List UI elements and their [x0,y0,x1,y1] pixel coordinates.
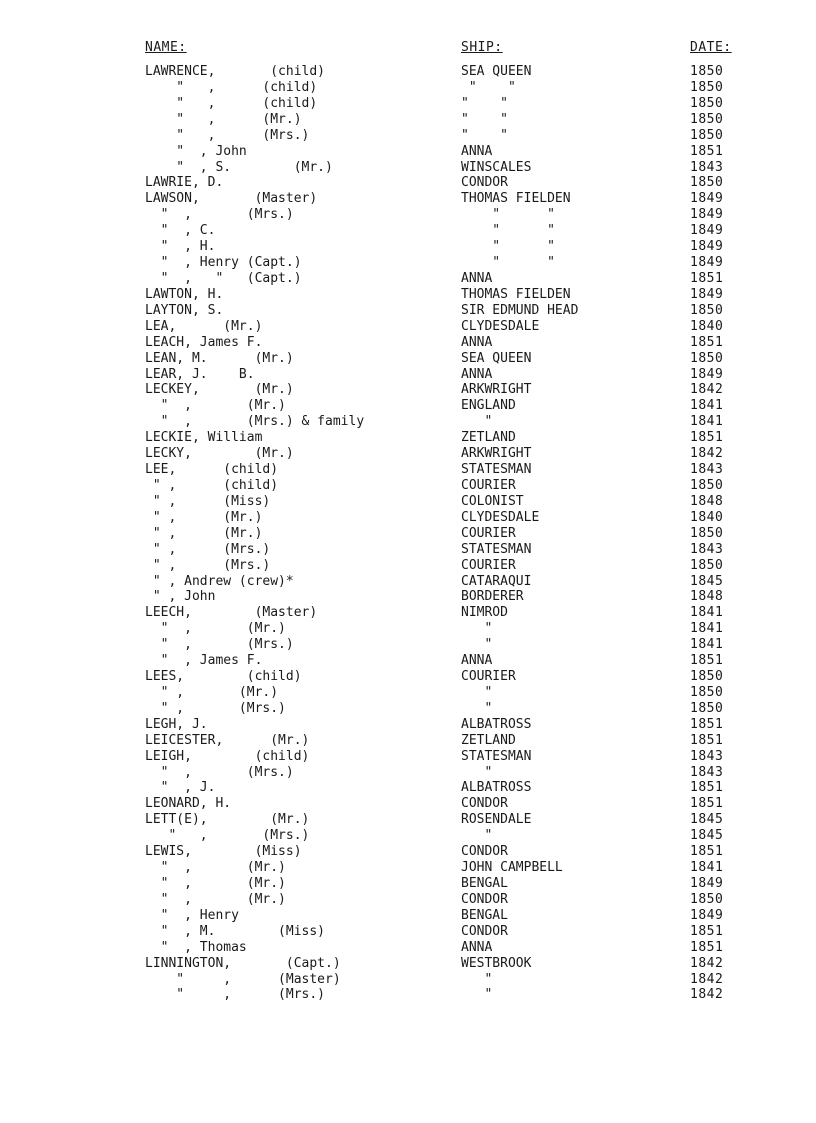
ship-cell: STATESMAN [461,462,532,478]
passenger-name-cell: " , James F. [145,653,263,669]
date-cell: 1843 [690,159,724,175]
table-row [0,924,816,940]
date-cell: 1849 [690,223,724,239]
header-date: DATE: [690,40,732,55]
date-cell: 1849 [690,876,724,892]
table-row [0,637,816,653]
date-cell: 1841 [690,637,724,653]
passenger-name-cell: " , Andrew (crew)* [145,573,294,589]
date-cell: 1850 [690,350,724,366]
date-cell: 1848 [690,493,724,509]
table-row [0,239,816,255]
table-row [0,367,816,383]
passenger-name-cell: " , John [145,143,247,159]
passenger-name-cell: " , (Miss) [145,493,271,509]
table-row [0,510,816,526]
table-row [0,956,816,972]
passenger-name-cell: LECKEY, (Mr.) [145,382,294,398]
ship-cell: SEA QUEEN [461,350,532,366]
table-row [0,351,816,367]
passenger-name-cell: " , (Mr.) [145,111,302,127]
date-cell: 1851 [690,143,724,159]
passenger-name-cell: LEAR, J. B. [145,366,255,382]
passenger-name-cell: " , M. (Miss) [145,923,326,939]
passenger-name-cell: " , J. [145,780,216,796]
date-cell: 1850 [690,477,724,493]
passenger-name-cell: " , (Mr.) [145,398,286,414]
date-cell: 1841 [690,605,724,621]
table-row [0,749,816,765]
date-cell: 1848 [690,589,724,605]
ship-cell: CONDOR [461,796,508,812]
ship-cell: " " [461,95,508,111]
passenger-name-cell: " , Henry [145,907,239,923]
date-cell: 1849 [690,366,724,382]
ship-cell: ZETLAND [461,430,516,446]
ship-cell: BENGAL [461,876,508,892]
date-cell: 1850 [690,111,724,127]
table-row [0,987,816,1003]
table-row [0,287,816,303]
passenger-name-cell: LEE, (child) [145,462,279,478]
table-row [0,319,816,335]
table-row [0,462,816,478]
date-cell: 1840 [690,318,724,334]
ship-cell: WESTBROOK [461,955,532,971]
ship-cell: COURIER [461,525,516,541]
passenger-name-cell: " , (Mrs.) & family [145,414,365,430]
table-row [0,382,816,398]
ship-cell: " [461,700,493,716]
table-row [0,542,816,558]
passenger-name-cell: " , (child) [145,79,318,95]
passenger-name-cell: " , (Mr.) [145,525,263,541]
ship-cell: " " [461,79,516,95]
ship-cell: SEA QUEEN [461,64,532,79]
ship-cell: " " [461,239,555,255]
date-cell: 1851 [690,923,724,939]
passenger-name-cell: LEICESTER, (Mr.) [145,732,310,748]
date-cell: 1851 [690,796,724,812]
ship-cell: BORDERER [461,589,524,605]
passenger-name-cell: " , H. [145,239,216,255]
ship-cell: " " [461,127,508,143]
date-cell: 1850 [690,525,724,541]
table-row [0,207,816,223]
date-cell: 1843 [690,764,724,780]
table-row [0,446,816,462]
passenger-name-cell: " , S. (Mr.) [145,159,333,175]
date-cell: 1842 [690,955,724,971]
ship-cell: " [461,621,493,637]
ship-cell: BENGAL [461,907,508,923]
table-row [0,191,816,207]
table-row [0,223,816,239]
date-cell: 1849 [690,907,724,923]
passenger-name-cell: " , C. [145,223,216,239]
ship-cell: " [461,987,493,1003]
passenger-name-cell: " , (Mrs.) [145,700,286,716]
table-row [0,574,816,590]
date-cell: 1850 [690,79,724,95]
date-cell: 1843 [690,748,724,764]
date-cell: 1851 [690,430,724,446]
passenger-name-cell: LEACH, James F. [145,334,263,350]
ship-cell: SIR EDMUND HEAD [461,302,579,318]
table-row [0,589,816,605]
header-ship: SHIP: [461,40,503,55]
passenger-name-cell: " , (Mr.) [145,509,263,525]
passenger-name-cell: LECKIE, William [145,430,263,446]
ship-cell: WINSCALES [461,159,532,175]
table-row [0,828,816,844]
passenger-name-cell: " , (Mrs.) [145,207,294,223]
passenger-name-cell: " , (Mr.) [145,684,279,700]
table-row [0,972,816,988]
table-row [0,398,816,414]
passenger-name-cell: " , Henry (Capt.) [145,255,302,271]
date-cell: 1849 [690,239,724,255]
passenger-name-cell: LAWTON, H. [145,286,224,302]
passenger-name-cell: LEAN, M. (Mr.) [145,350,294,366]
date-cell: 1840 [690,509,724,525]
table-row [0,765,816,781]
table-row [0,860,816,876]
passenger-list [0,64,816,1003]
ship-cell: " [461,971,493,987]
ship-cell: CONDOR [461,891,508,907]
date-cell: 1851 [690,716,724,732]
ship-cell: ARKWRIGHT [461,382,532,398]
date-cell: 1849 [690,207,724,223]
ship-cell: STATESMAN [461,541,532,557]
table-row [0,144,816,160]
table-row [0,892,816,908]
ship-cell: THOMAS FIELDEN [461,191,571,207]
ship-cell: THOMAS FIELDEN [461,286,571,302]
table-row [0,478,816,494]
table-row [0,876,816,892]
ship-cell: CATARAQUI [461,573,532,589]
ship-cell: ZETLAND [461,732,516,748]
table-row [0,733,816,749]
table-row [0,558,816,574]
table-row [0,701,816,717]
date-cell: 1850 [690,669,724,685]
table-row [0,796,816,812]
date-cell: 1845 [690,573,724,589]
ship-cell: " [461,414,493,430]
ship-cell: ANNA [461,270,493,286]
passenger-name-cell: LAWSON, (Master) [145,191,318,207]
ship-cell: JOHN CAMPBELL [461,860,563,876]
table-row [0,64,816,80]
passenger-name-cell: " , (Mr.) [145,876,286,892]
passenger-name-cell: LAWRIE, D. [145,175,224,191]
ship-cell: ANNA [461,334,493,350]
ship-cell: ALBATROSS [461,780,532,796]
passenger-name-cell: LINNINGTON, (Capt.) [145,955,341,971]
passenger-name-cell: " , (Mrs.) [145,764,294,780]
table-row [0,685,816,701]
date-cell: 1842 [690,382,724,398]
passenger-name-cell: LETT(E), (Mr.) [145,812,310,828]
ship-cell: COURIER [461,557,516,573]
passenger-name-cell: " , (Mrs.) [145,557,271,573]
passenger-name-cell: LAYTON, S. [145,302,224,318]
passenger-name-cell: LEONARD, H. [145,796,232,812]
date-cell: 1849 [690,191,724,207]
date-cell: 1842 [690,971,724,987]
ship-cell: COURIER [461,477,516,493]
passenger-name-cell: " , " (Capt.) [145,270,302,286]
ship-cell: ANNA [461,366,493,382]
table-row [0,780,816,796]
date-cell: 1850 [690,684,724,700]
date-cell: 1851 [690,334,724,350]
table-row [0,160,816,176]
table-row [0,908,816,924]
passenger-name-cell: " , (Mr.) [145,621,286,637]
ship-cell: CONDOR [461,844,508,860]
date-cell: 1850 [690,95,724,111]
ship-cell: " [461,637,493,653]
passenger-name-cell: " , (Mrs.) [145,541,271,557]
table-row [0,717,816,733]
table-row [0,271,816,287]
date-cell: 1842 [690,987,724,1003]
date-cell: 1850 [690,891,724,907]
ship-cell: " " [461,223,555,239]
ship-cell: " " [461,255,555,271]
date-cell: 1851 [690,939,724,955]
table-row [0,175,816,191]
ship-cell: STATESMAN [461,748,532,764]
date-cell: 1850 [690,127,724,143]
table-row [0,844,816,860]
passenger-name-cell: " , (Mrs.) [145,987,326,1003]
table-row [0,128,816,144]
ship-cell: CLYDESDALE [461,318,540,334]
ship-cell: " [461,764,493,780]
table-row [0,80,816,96]
date-cell: 1841 [690,398,724,414]
passenger-name-cell: LEECH, (Master) [145,605,318,621]
table-row [0,430,816,446]
passenger-name-cell: LEGH, J. [145,716,208,732]
date-cell: 1851 [690,844,724,860]
ship-cell: ANNA [461,653,493,669]
date-cell: 1850 [690,175,724,191]
date-cell: 1851 [690,732,724,748]
ship-cell: " [461,684,493,700]
table-row [0,96,816,112]
table-row [0,669,816,685]
date-cell: 1850 [690,64,724,79]
ship-cell: CONDOR [461,923,508,939]
ship-cell: NIMROD [461,605,508,621]
passenger-name-cell: LECKY, (Mr.) [145,446,294,462]
passenger-name-cell: " , (child) [145,95,318,111]
date-cell: 1849 [690,286,724,302]
table-row [0,653,816,669]
table-row [0,526,816,542]
passenger-name-cell: " , Thomas [145,939,247,955]
passenger-name-cell: " , (Mrs.) [145,637,294,653]
date-cell: 1845 [690,812,724,828]
date-cell: 1850 [690,302,724,318]
date-cell: 1849 [690,255,724,271]
table-row [0,940,816,956]
date-cell: 1843 [690,541,724,557]
ship-cell: ENGLAND [461,398,516,414]
table-row [0,303,816,319]
date-cell: 1851 [690,653,724,669]
date-cell: 1850 [690,700,724,716]
table-row [0,494,816,510]
passenger-name-cell: " , (Mr.) [145,891,286,907]
ship-cell: COURIER [461,669,516,685]
ship-cell: ANNA [461,939,493,955]
date-cell: 1843 [690,462,724,478]
passenger-name-cell: LAWRENCE, (child) [145,64,326,79]
ship-cell: COLONIST [461,493,524,509]
table-row [0,255,816,271]
table-row [0,414,816,430]
passenger-name-cell: " , (Master) [145,971,341,987]
passenger-name-cell: " , (Mrs.) [145,828,310,844]
date-cell: 1845 [690,828,724,844]
table-row [0,605,816,621]
table-row [0,812,816,828]
passenger-name-cell: LEES, (child) [145,669,302,685]
date-cell: 1851 [690,780,724,796]
ship-cell: CLYDESDALE [461,509,540,525]
passenger-name-cell: " , (Mrs.) [145,127,310,143]
header-name: NAME: [145,40,187,55]
date-cell: 1841 [690,860,724,876]
date-cell: 1851 [690,270,724,286]
ship-cell: " " [461,111,508,127]
date-cell: 1841 [690,621,724,637]
passenger-name-cell: " , (child) [145,477,279,493]
passenger-name-cell: LEA, (Mr.) [145,318,263,334]
ship-cell: CONDOR [461,175,508,191]
ship-cell: ARKWRIGHT [461,446,532,462]
ship-cell: " [461,828,493,844]
passenger-name-cell: LEWIS, (Miss) [145,844,302,860]
ship-cell: ROSENDALE [461,812,532,828]
ship-cell: " " [461,207,555,223]
passenger-name-cell: " , (Mr.) [145,860,286,876]
ship-cell: ANNA [461,143,493,159]
table-row [0,621,816,637]
table-row [0,112,816,128]
date-cell: 1842 [690,446,724,462]
date-cell: 1850 [690,557,724,573]
ship-cell: ALBATROSS [461,716,532,732]
table-row [0,335,816,351]
passenger-name-cell: LEIGH, (child) [145,748,310,764]
passenger-name-cell: " , John [145,589,216,605]
date-cell: 1841 [690,414,724,430]
